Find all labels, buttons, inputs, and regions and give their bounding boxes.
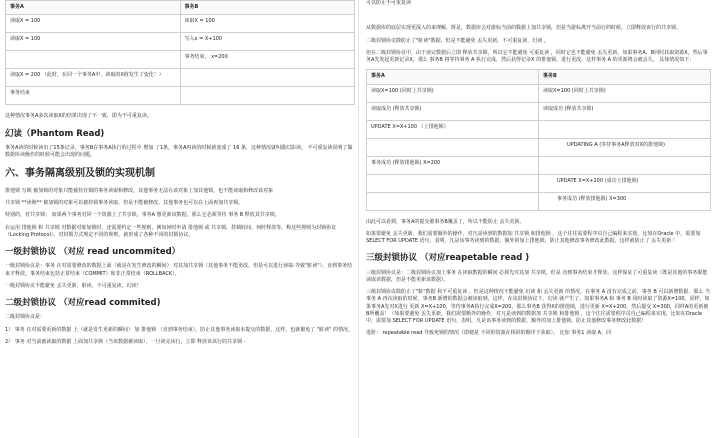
table-header-row	[367, 70, 711, 84]
table-row	[6, 69, 355, 87]
heading-isolation-locks: 六、事务隔离级别及锁的实现机制	[5, 168, 155, 180]
table-header-cell: 事务A	[6, 1, 181, 15]
paragraph-level2-rule2: 2） 事务 对当前被读取的数据 上面加共享锁（当该数据被读取），一旦读完该行，立即 释放该该行的共享锁 -	[5, 338, 246, 345]
table-cell	[539, 120, 711, 138]
table-cell: UPDATE X=X+100 （上排他锁）	[367, 120, 539, 138]
table-cell	[6, 51, 181, 69]
table-cell: UPDATING A (等待事务A释放对X的排他锁)	[539, 138, 711, 156]
table-cell: 读取X = 100	[6, 15, 181, 33]
table-row	[367, 156, 711, 174]
page-divider	[358, 0, 359, 438]
table-row	[6, 87, 355, 105]
table-cell: 读取成功 (释放共享锁)	[367, 102, 539, 120]
table-cell: 读取X = 200 （此时，在同一个事务A中，读取的X值发生了变化！）	[6, 69, 181, 87]
table-cell	[539, 156, 711, 174]
paragraph-locking-protocol: 在运用 排他锁 和 共享锁 对数据对象加锁时，还需要约定一些规则，例如何时申请 排他锁 或 共享锁、持锁时间、何时释放等。称这些规则为封锁协议（Locking Protocol）。对封锁方式规定不同的规则，就形成了各种不同的封锁协议。	[5, 224, 337, 238]
paragraph-lost-update: 但在二级封锁协议中，由于读完数据后立即 释放共享锁，所以它不能避免 可重复读 ，同时它也不能避免 丢失更新，如果事务A、B同时获取资源X，然后事务A先发起更新记录X，那么 事务B 将等待事务 A 执行完成，然后获得记录X 的排他锁，进行更改。这样事务 A 的更新将会被丢失。 具体情况如下：	[366, 49, 708, 63]
paragraph-exclusive-lock: 排他锁 写锁 被加锁的对象只能被持有锁的事务读取和修改，其他事务无法在该对象上加其他锁，也不能读取和修改该对象	[5, 187, 274, 194]
table-row	[367, 102, 711, 120]
table-row	[6, 51, 355, 69]
heading-phantom-read: 幻读（Phantom Read)	[5, 128, 105, 139]
transaction-table-nonrepeatable	[5, 0, 355, 105]
paragraph-shared-lock-special: 特别的，对共享锁： 如果两个事务对同一个资源上了共享锁，事务A 想更新该数据，那么它必须等待 事务 B 释放其共享锁。	[5, 212, 280, 219]
right-page	[366, 0, 711, 438]
table-cell	[367, 138, 539, 156]
paragraph-top-line: 可以防止不可重复读	[366, 0, 412, 6]
paragraph-deadlock: 进阶： repeatable read 导致死锁的情况（即便是 不同的资源在相同的顺序下获取）。 比如 事务1 读取 A，同	[366, 330, 612, 337]
table-cell: 读取X = 100	[6, 33, 181, 51]
paragraph-level1-limits: 一级封锁协议不能避免 丢失更新，脏读，不可重复读，幻读！	[5, 282, 142, 289]
paragraph-level2-summary: 二级封锁协议除防止了"脏读"数据，但是不能避免 丢失更新，不可重复读，幻读 。	[366, 37, 549, 44]
table-cell: 写入x = X+100	[180, 33, 355, 51]
heading-level1-protocol: 一级封锁协议 （对应 read uncommited）	[5, 247, 181, 258]
table-header-cell: 事务B	[539, 70, 711, 84]
table-cell: 读取X=100 (同时上共享锁)	[539, 84, 711, 102]
table-cell: 读取X = 100	[180, 15, 355, 33]
table-cell: 事务成功 (释放排他锁) X=300	[539, 192, 711, 210]
heading-level2-protocol: 二级封锁协议 （对应read commited)	[5, 298, 161, 309]
paragraph-level2-rule1: 1） 事务 在对需要更新的数据 上（就是发生更新的瞬间） 加 排他锁 （直到事务结束），防止其他事务读取未提交的数据，这样，也就避免了 "脏读" 的情况。	[5, 326, 354, 333]
table-cell: 事务结束， x=200	[180, 51, 355, 69]
table-cell: 事务成功 (释放排他锁) X=200	[367, 156, 539, 174]
table-cell	[367, 192, 539, 210]
table-cell: UPDATE X=X+200 (成功上排他锁)	[539, 174, 711, 192]
table-header-row	[6, 1, 355, 15]
table-row	[367, 174, 711, 192]
table-row	[367, 138, 711, 156]
table-header-cell: 事务B	[180, 1, 355, 15]
left-page	[5, 0, 355, 438]
paragraph-level3: 三级封锁协议是：二级封锁协议加上事务 在读取数据的瞬间 必须先对其加 共享锁，但是 直到事务结束才释放，这样保证了可重复读（既是其他的事务职能读取该数据，但是不能更新该数据）。	[366, 269, 708, 283]
table-row	[6, 33, 355, 51]
paragraph-cursor-lock: 从数据库的底层实现更深入的来理解，既是，数据库会对游标当前的数据上加共享锁，但是当游标离开当前行的时候，立即释放该行的共享锁。	[366, 25, 682, 32]
table-cell	[180, 69, 355, 87]
table-cell: 读取X=100 (同时上共享锁)	[367, 84, 539, 102]
table-header-cell: 事务A	[367, 70, 539, 84]
heading-level3-protocol: 三级封锁协议 （对应reapetable read )	[366, 253, 530, 264]
paragraph-level1: 一级封锁协议是：事务 在对需要修改的数据上面（就是在发生修改的瞬间） 对其加共享锁（其他事务不能更改，但是可以进行读取-导致"脏读"），直到事务结束才释放。事务结束包括正常结束（COMMIT）和非正常结束（ROLLBACK）。	[5, 263, 353, 277]
table-cell	[367, 174, 539, 192]
table-cell: 读取成功 (释放共享锁)	[539, 102, 711, 120]
paragraph-select-for-update: 如果要避免 丢失更新，我们需要额外的操作，对凡是读到的数据加 共享锁 和排他锁 ，这个往往需要程序员自己编程来实现，比如在Oracle 中，需要加 SELECT FOR UPDATE 语句，表明，凡是该事务读到的数据，额外的加上排他锁，防止其他修改事务修改此数据，这样就防止了 丢失更新 ！	[366, 230, 701, 244]
table-row	[367, 84, 711, 102]
paragraph-level3-limits: 三级封锁协议除防止了"脏"数据 和不可重复读 。但是这种情况不能避免 幻读 和 丢失更新 的情况，在事务 A 没有完成之前，事务 B 可以新增数据，那么 当事务 A 再次读取的时候，事务B 新增的数据会被读取到，这样，在该封锁协议下，幻读 就产生了。如果事务A 和 事务 B 同时读取了资源X=100，同样，如果事务A先对X进行 更新 X=X+100，等待事务A执行完成X=200，那么事务B 获得X的排他锁，进行更新 X=X+200，然后提交 X=300，同样A的更新被B所覆盖！（如果要避免 丢失更新，我们需要额外的操作，对凡是读到的数据加 共享锁 和排他锁 ，这个往往需要程序员自己编程来实现，比如在Oracle 中，需要加 SELECT FOR UPDATE 语句，表明，凡是该事务读到的数据，额外的加上排他锁，防止其他修改事务修改此数据）	[366, 289, 710, 325]
table-cell: 事务结束	[6, 87, 181, 105]
paragraph-phantom-read: 事务A读的时候读出了15条记录，事务B在事务A执行的过程中 增加 了1条，事务A再读的时候就变成了 16 条，这种情况就叫做幻影读。 不可重复读说明了做数据库读操作的时候可能会出现的问题。	[5, 144, 353, 159]
paragraph-overwrite: 由此可以看到，事务A的提交被事务B覆盖了，所以不能防止 丢失更新。	[366, 218, 525, 225]
table-row	[367, 192, 711, 210]
table-row	[367, 120, 711, 138]
transaction-table-lost-update	[366, 69, 711, 210]
table-row	[6, 15, 355, 33]
paragraph-nonrepeatable: 这种情况事务A多次读取X的结果出现了不一致，即为不可重复读。	[5, 113, 152, 120]
paragraph-level2: 二级封锁协议是：	[5, 314, 46, 321]
table-cell	[180, 87, 355, 105]
paragraph-shared-lock: 共享锁 **读锁** 被加锁的对象可以被持锁事务读取，但是不能被修改，其他事务也可以在上面再加共享锁。	[5, 200, 244, 207]
